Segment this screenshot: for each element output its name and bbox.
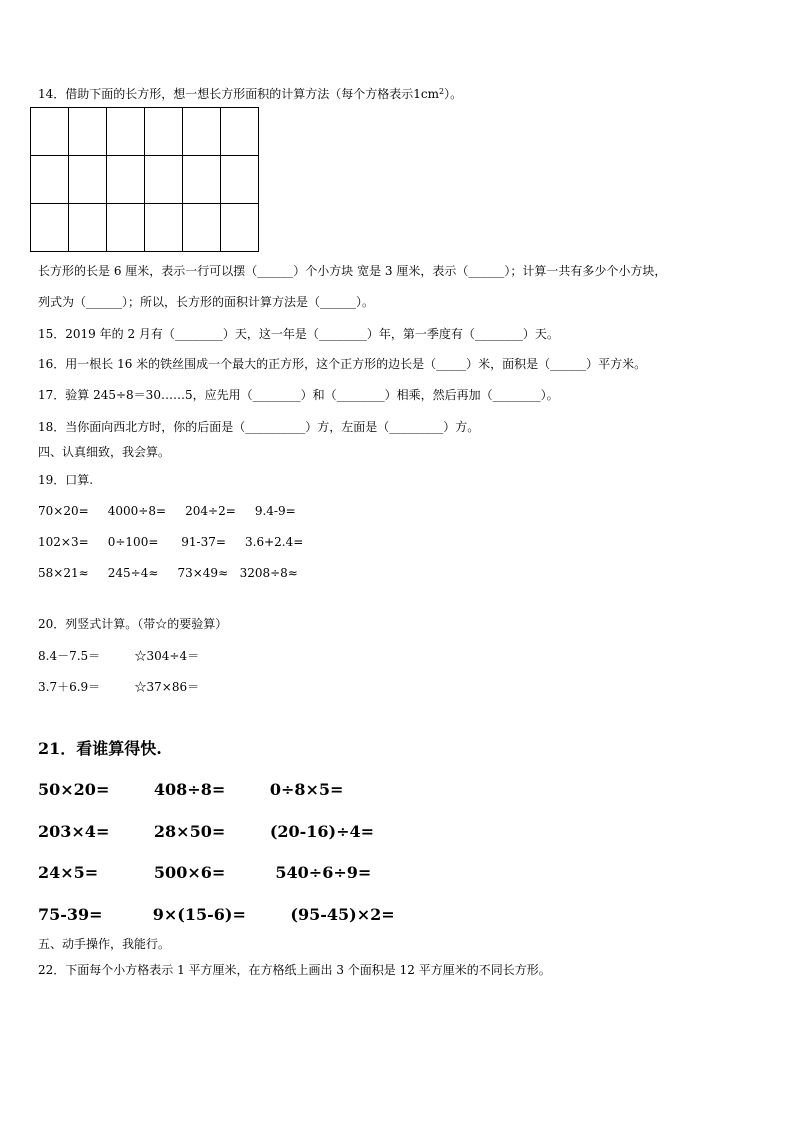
q19-item: 58×21≈ [38,566,89,580]
q22: 22．下面每个小方格表示 1 平方厘米，在方格纸上画出 3 个面积是 12 平方厘米的不同长方形。 [38,963,551,977]
q19-item: 204÷2= [185,504,236,518]
q20-item: ☆37×86＝ [134,680,200,694]
grid-cell [31,108,69,156]
q21-item: (20-16)÷4= [269,822,375,841]
q18: 18．当你面向西北方时，你的后面是（__________）方，左面是（_________）方。 [38,420,480,434]
q14-line1: 长方形的长是 6 厘米，表示一行可以摆（______）个小方块 宽是 3 厘米，表示（______）；计算一共有多少个小方块， [38,264,667,278]
q21-row-2 [38,822,374,842]
q20-item: 3.7＋6.9＝ [38,680,101,694]
grid-cell [69,156,107,204]
q19-item: 70×20= [38,504,89,518]
section-4-heading: 四、认真细致，我会算。 [38,445,171,459]
q21-row-4 [38,905,395,925]
grid-cell [107,204,145,252]
grid-cell [221,108,259,156]
q21-item: 50×20= [38,780,110,799]
q19-item: 245÷4≈ [107,566,159,580]
grid-cell [145,204,183,252]
q19-item: 102×3= [38,535,89,549]
q19-row-2 [38,534,303,550]
q21-item: 9×(15-6)= [152,905,246,924]
q21-item: 28×50= [153,822,226,841]
grid-cell [183,108,221,156]
q21-item: 540÷6÷9= [275,863,372,882]
grid-cell [107,156,145,204]
q20-item: 8.4－7.5＝ [38,649,101,663]
grid-cell [31,156,69,204]
q19-item: 0÷100= [107,535,159,549]
q19-item: 3208÷8≈ [239,566,298,580]
grid-cell [183,204,221,252]
q19-item: 9.4-9= [254,504,296,518]
grid-cell [69,108,107,156]
q21-item: 203×4= [38,822,110,841]
q21-item: 0÷8×5= [269,780,344,799]
grid-cell [221,156,259,204]
q21-item: 24×5= [38,863,99,882]
q21-item: (95-45)×2= [290,905,395,924]
grid-row [31,204,259,252]
q21-item: 500×6= [153,863,226,882]
grid-cell [145,108,183,156]
grid-cell [183,156,221,204]
q17: 17．验算 245÷8＝30……5，应先用（________）和（________）相乘，然后再加（________）。 [38,388,559,402]
q20-title: 20．列竖式计算。（带☆的要验算） [38,617,228,631]
grid-row [31,108,259,156]
q20-row-1 [38,648,199,664]
q15: 15．2019 年的 2 月有（________）天，这一年是（________）年，第一季度有（________）天。 [38,327,559,341]
q19-row-1 [38,503,296,519]
q21-item: 75-39= [38,905,103,924]
q19-item: 73×49≈ [177,566,229,580]
grid-cell [107,108,145,156]
grid-cell [31,204,69,252]
q16: 16．用一根长 16 米的铁丝围成一个最大的正方形，这个正方形的边长是（_____）米，面积是（______）平方米。 [38,357,647,371]
q21-row-3 [38,863,371,883]
q19-row-3 [38,565,298,581]
section-5-heading: 五、动手操作，我能行。 [38,937,171,951]
q21-row-1 [38,780,343,800]
q21-item: 408÷8= [153,780,226,799]
q20-row-2 [38,679,199,695]
q19-item: 3.6+2.4= [245,535,304,549]
grid-cell [221,204,259,252]
q19-item: 4000÷8= [107,504,167,518]
q19-item: 91-37= [181,535,226,549]
grid-row [31,156,259,204]
grid-cell [145,156,183,204]
q20-item: ☆304÷4＝ [134,649,200,663]
q14-title: 14．借助下面的长方形，想一想长方形面积的计算方法（每个方格表示$1cm^2$）。 [38,87,463,101]
q21-title: 21．看谁算得快. [38,739,162,758]
q14-line2: 列式为（______）；所以，长方形的面积计算方法是（______）。 [38,295,375,309]
grid-cell [69,204,107,252]
q19-title: 19．口算. [38,473,94,487]
square-grid [30,107,259,252]
